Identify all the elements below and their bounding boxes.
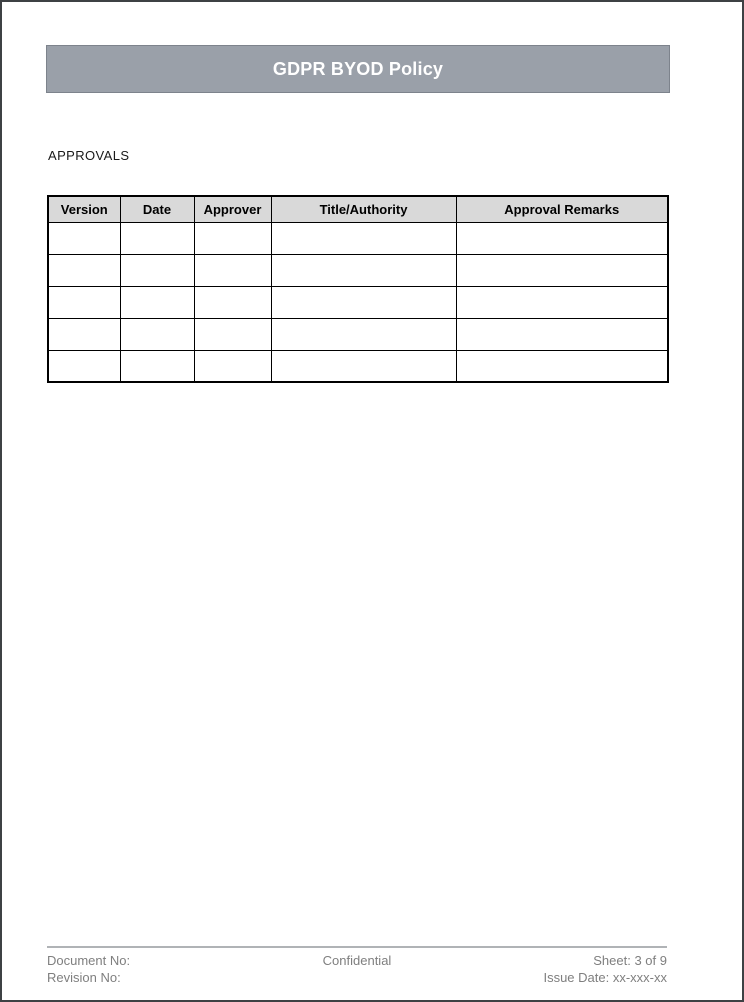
table-cell [271,350,456,382]
approvals-table [47,195,669,383]
table-row [48,318,668,350]
table-cell [48,222,120,254]
table-row [48,350,668,382]
footer-center [254,952,461,986]
approvals-table-body [48,222,668,382]
table-cell [194,254,271,286]
table-cell [456,286,668,318]
table-cell [48,254,120,286]
table-cell [120,350,194,382]
footer-left [47,952,254,986]
table-cell [271,318,456,350]
sheet-number-label: Sheet: 3 of 9 [593,953,667,968]
table-row [48,286,668,318]
footer-divider [47,946,667,948]
table-cell [120,222,194,254]
table-cell [194,350,271,382]
footer-right [460,952,667,986]
column-header-approval-remarks: Approval Remarks [456,196,668,222]
table-cell [194,222,271,254]
column-header-approver: Approver [194,196,271,222]
issue-date-label: Issue Date: xx-xxx-xx [543,970,667,985]
table-row [48,254,668,286]
table-cell [456,318,668,350]
page-footer [47,952,667,986]
table-cell [120,318,194,350]
table-cell [456,350,668,382]
table-cell [271,254,456,286]
table-cell [48,286,120,318]
table-cell [120,286,194,318]
table-cell [48,350,120,382]
document-no-label: Document No: [47,953,131,968]
column-header-title-authority: Title/Authority [271,196,456,222]
revision-no-label: Revision No: [47,970,121,985]
table-cell [194,286,271,318]
table-cell [194,318,271,350]
table-cell [48,318,120,350]
title-banner [46,45,670,93]
approvals-table-header-row [48,196,668,222]
column-header-date: Date [120,196,194,222]
table-cell [456,254,668,286]
approvals-section-heading: APPROVALS [48,148,130,163]
column-header-version: Version [48,196,120,222]
table-cell [120,254,194,286]
document-title: GDPR BYOD Policy [272,58,444,79]
table-cell [456,222,668,254]
table-cell [271,222,456,254]
confidential-label: Confidential [322,953,392,968]
table-row [48,222,668,254]
table-cell [271,286,456,318]
